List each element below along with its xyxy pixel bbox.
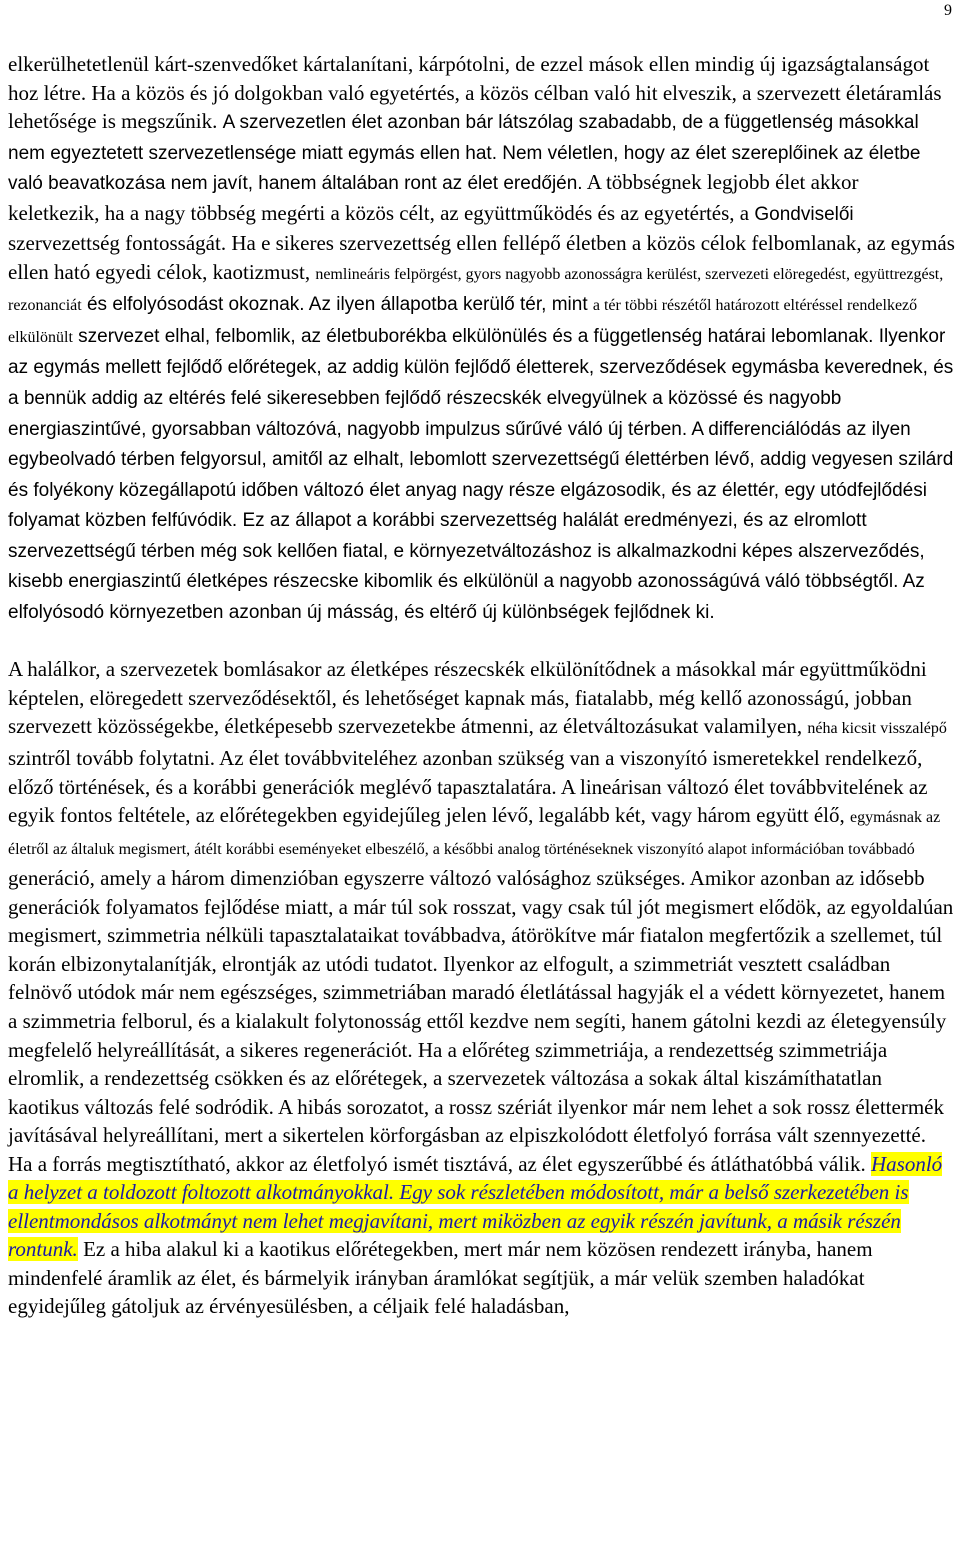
p2-small-text-b: néha kicsit visszalépő — [807, 720, 947, 738]
p1-sentence-4c: szervezettség fontosságát. Ha e sikeres szervezettség ellen fellépő életben a közös célok felbomlanak, az egymás ellen ható egyedi célok, kaotizmust, — [8, 231, 955, 284]
p1-small-text-2: a tér többi részétől határozott eltéréssel rendelkező elkülönült — [8, 297, 918, 346]
highlighted-passage: Hasonló a helyzet a toldozott foltozott alkotmányokkal. Egy sok részletében módosított, már a belső szerkezetében is ellentmondásos alkotmányt nem lehet megjavítani, mert miközben az egyik részén javítunk, a másik részén rontunk. — [8, 1151, 943, 1262]
p2-text-c: szintről tovább folytatni. Az élet továbbviteléhez azonban szükség van a viszonyító ismeretekkel rendelkező, előző történések, és a korábbi generációk meglévő tapasztalatára. A lineárisan változó élet továbbvitelének az egyik fontos feltétele, az előrétegekben egyidejűleg jelen lévő, legalább két, vagy három együtt élő, — [8, 746, 928, 828]
p2-text-f: Ez a hiba alakul ki a kaotikus előrétegekben, mert már nem közösen rendezett irányba, hanem mindenfelé áramlik az élet, és bármelyik irányban áramlókat segítjük, a már velük szemben haladókat egyidejűleg gátoljuk az érvényesülésben, a céljaik felé haladásban, — [8, 1237, 873, 1319]
paragraph-1 — [8, 50, 955, 627]
p1-sentence-5b: szervezet elhal, felbomlik, az életbuborékba elkülönülés és a függetlenség határai lebomlanak. Ilyenkor az egymás mellett fejlődő előrétegek, az addig külön fejlődő életterek, szerveződések egymásba keverednek, és a bennük addig az eltérés felé sikeresebben fejlődő részecskék elvegyülnek a közössé és nagyobb energiaszintűvé, gyorsabban változóvá, nagyobb impulzus sűrűvé váló új térben. A differenciálódás az ilyen egybeolvadó térben felgyorsul, amitől az elhalt, lebomlott szervezettségű élettérben lévő, addig vegyesen szilárd és folyékony közegállapotú időben változó élet anyag nagy része elgázosodik, és az élettér, egy utódfejlődési folyamat közben felfúvódik. Ez az állapot a korábbi szervezettség halálát eredményezi, és az elromlott szervezettségű térben még sok kellően fiatal, e környezetváltozáshoz is alkalmazkodni képes alszerveződés, kisebb energiaszintű életképes részecske kibomlik és elkülönül a nagyobb azonosságúvá váló többségtől. Az elfolyósodó környezetben azonban új másság, és eltérő új különbségek fejlődnek ki. — [8, 325, 954, 623]
p2-text-a: A halálkor, a szervezetek bomlásakor az életképes részecskék elkülönítődnek a másokkal már együttműködni képtelen, elöregedett szerveződésektől, és lehetőséget kapnak más, fiatalabb, még kellő azonosságú, jobban szervezett közösségekbe, életképesebb szervezetekbe átmenni, az életváltozásukat valamilyen, — [8, 657, 927, 739]
paragraph-2 — [8, 655, 955, 1321]
p2-text-e: generáció, amely a három dimenzióban egyszerre változó valósághoz szükséges. Amikor azonban az idősebb generációk folyamatos fejlődése miatt, a már túl sok rosszat, vagy csak túl jót megismert elődök, az egyoldalúan megismert, szimmetria nélküli tapasztalataikat továbbadva, átörökítve már fiatalon megfertőzik a szellemet, túl korán elbizonytalanítják, elrontják az utódi tudatot. Ilyenkor az elfogult, a szimmetriát vesztett családban felnövő utódok már nem egészséges, szimmetriában maradó életlátással hagyják el a védett környezetet, hanem a szimmetria felborul, és a kialakult folytonosság ettől kezdve nem segíti, hanem gátolni kezdi az életegyensúly megfelelő helyreállítását, a sikeres regenerációt. Ha a előréteg szimmetriája, a rendezettség szimmetriája elromlik, a rendezettség csökken és az előrétegek, a szervezetek változása a sokak által kiszámíthatatlan kaotikus változás felé sodródik. A hibás sorozatot, a rossz szériát ilyenkor már nem lehet a sok rossz élettermék javításával helyreállítani, mert a sikertelen körforgásban az elpiszkolódott életfolyó forrása vált szennyezetté. Ha a forrás megtisztítható, akkor az életfolyó ismét tisztává, az élet egyszerűbbé és átláthatóbbá válik. — [8, 866, 954, 1176]
p1-sans-block: A szervezetlen élet azonban bár látszólag szabadabb, de a függetlenség másokkal nem egyeztetett szervezetlensége miatt egymás ellen hat. Nem véletlen, hogy az élet szereplőinek az életbe való beavatkozása nem javít, hanem általában ront az élet eredőjén. — [8, 112, 921, 195]
p1-sentence-2: Ha a közös és jó dolgokban való egyetértés, a közös célban való hit elveszik, a szervezett életáramlás lehetősége is megszűnik. — [8, 80, 942, 134]
document-body — [8, 50, 955, 1321]
p1-gondviseloi: Gondviselői — [754, 203, 854, 225]
p1-sentence-1: elkerülhetetlenül kárt-szenvedőket kártalanítani, kárpótolni, de ezzel mások ellen mindig új igazságtalanságot hoz létre. — [8, 52, 930, 105]
p2-small-text-d: egymásnak az életről az általuk megismert, átélt korábbi eseményeket elbeszélő, a későbbi analog történéseknek viszonyító alapot információban továbbadó — [8, 809, 941, 858]
p1-sentence-4a: A többségnek legjobb élet akkor keletkezik, ha a nagy többség megérti a közös célt, az együttműködés és az egyetértés, a — [8, 170, 859, 225]
p1-small-text-1: nemlineáris felpörgést, gyors nagyobb azonosságra kerülést, szervezeti elöregedést, együttrezgést, rezonanciát — [8, 265, 944, 315]
page-number: 9 — [944, 2, 952, 19]
p1-sentence-4e: és elfolyósodást okoznak. Az ilyen állapotba kerülő tér, mint — [86, 294, 588, 316]
